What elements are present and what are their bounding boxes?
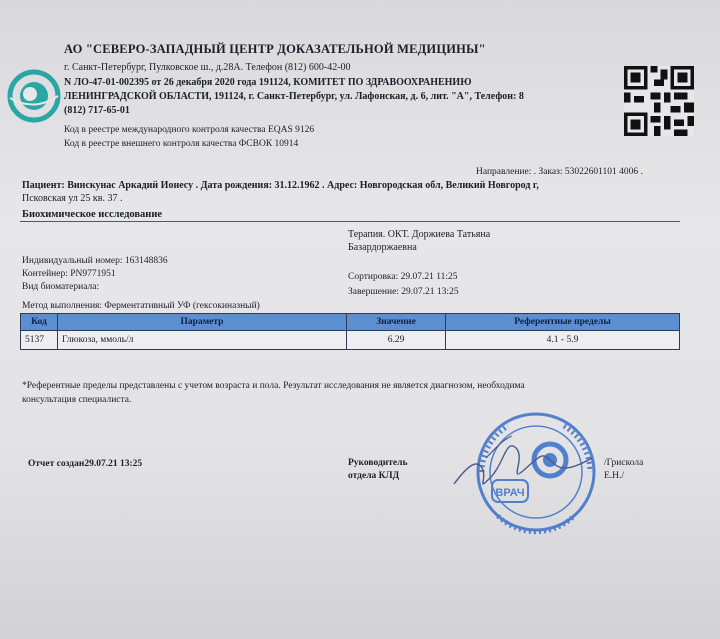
cell-reference: 4.1 - 5.9 [446,331,680,350]
signer-name-1: /Грискола [604,458,644,468]
clinic-logo-icon [6,68,62,124]
table-header-row [21,314,680,331]
header-value: Значение [347,314,446,331]
patient-info: Пациент: Винскунас Аркадий Ионесу . Дата рождения: 31.12.1962 . Адрес: Новгородская обл, Великий Новгород г, [22,180,539,191]
method: Метод выполнения: Ферментативный УФ (гексокиназный) [22,301,260,311]
cell-parameter: Глюкоза, ммоль/л [58,331,347,350]
sorting-time: Сортировка: 29.07.21 11:25 [348,272,458,282]
cell-value: 6.29 [347,331,446,350]
cell-code: 5137 [21,331,58,350]
referral-order: Направление: . Заказ: 53022601101 4006 . [476,167,643,177]
head-title-2: отдела КЛД [348,471,400,481]
stamp-label: ВРАЧ [495,487,525,499]
license-line-3: (812) 717-65-01 [64,105,130,116]
table-row [21,331,680,350]
section-divider [20,221,680,222]
org-name: АО "СЕВЕРО-ЗАПАДНЫЙ ЦЕНТР ДОКАЗАТЕЛЬНОЙ МЕДИЦИНЫ" [64,42,486,56]
biomaterial-type: Вид биоматериала: [22,282,100,292]
section-title: Биохимическое исследование [22,209,163,220]
license-line-2: ЛЕНИНГРАДСКОЙ ОБЛАСТИ, 191124, г. Санкт-Петербург, ул. Лафонская, д. 6, лит. "А", Телефон: 8 [64,91,524,102]
signature-icon [446,418,596,508]
signer-name-2: Е.Н./ [604,471,625,481]
org-address: г. Санкт-Петербург, Пулковское ш., д.28А. Телефон (812) 600-42-00 [64,62,351,73]
fsvok-code: Код в реестре внешнего контроля качества ФСВОК 10914 [64,139,299,149]
results-table [20,313,680,350]
individual-number: Индивидуальный номер: 163148836 [22,256,168,266]
doctor-line-2: Базардоржаевна [348,242,417,253]
header-reference: Референтные пределы [446,314,680,331]
header-code: Код [21,314,58,331]
eqas-code: Код в реестре международного контроля качества EQAS 9126 [64,125,315,135]
doctor-line-1: Терапия. ОКТ. Доржиева Татьяна [348,229,491,240]
note-line-1: *Референтные пределы представлены с учетом возраста и пола. Результат исследования не является диагнозом, необходима [22,381,525,391]
patient-address-cont: Псковская ул 25 кв. 37 . [22,193,123,204]
report-created: Отчет создан29.07.21 13:25 [28,459,143,469]
container-number: Контейнер: PN9771951 [22,269,116,279]
note-line-2: консультация специалиста. [22,395,132,405]
license-line-1: N ЛО-47-01-002395 от 26 декабря 2020 года 191124, КОМИТЕТ ПО ЗДРАВООХРАНЕНИЮ [64,77,472,88]
head-title-1: Руководитель [348,458,408,468]
header-parameter: Параметр [58,314,347,331]
qr-code-icon [624,66,694,136]
completion-time: Завершение: 29.07.21 13:25 [348,287,459,297]
